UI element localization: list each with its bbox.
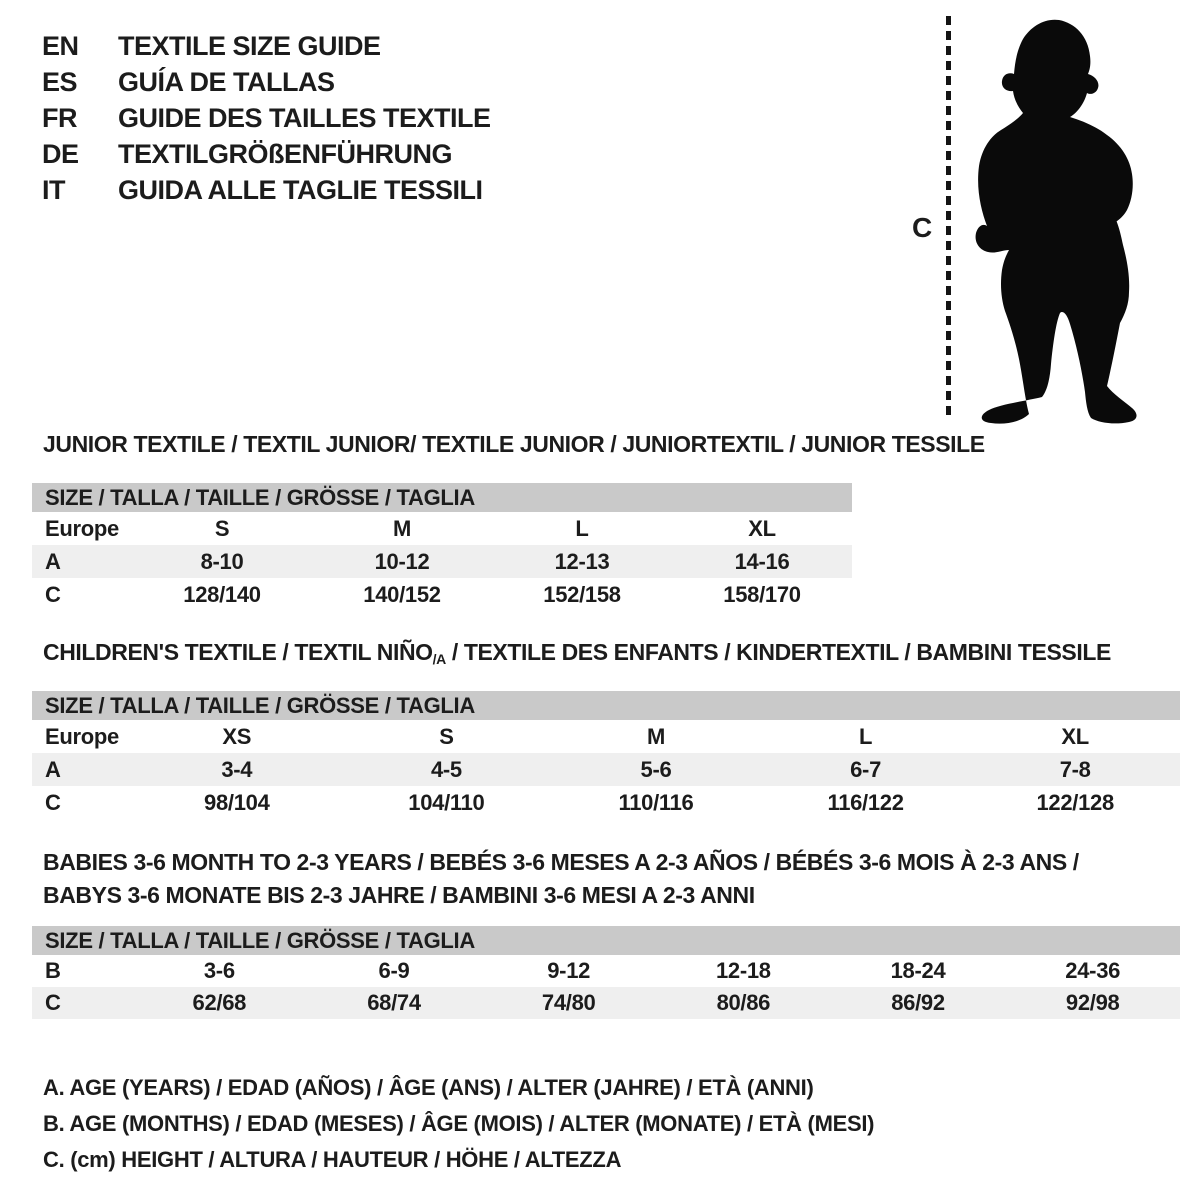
table-cell: S bbox=[439, 723, 454, 749]
table-cell: 18-24 bbox=[890, 958, 946, 983]
table-row-height bbox=[32, 786, 1180, 819]
footnote-c: C. (cm) HEIGHT / ALTURA / HAUTEUR / HÖHE / ALTEZZA bbox=[43, 1147, 622, 1172]
table-cell: 12-13 bbox=[554, 548, 610, 574]
table-cell: 6-7 bbox=[850, 756, 882, 782]
table-cell: 68/74 bbox=[367, 990, 421, 1015]
table-row-height bbox=[32, 578, 852, 611]
lang-code: IT bbox=[42, 174, 65, 205]
table-cell: 122/128 bbox=[1036, 789, 1114, 815]
babies-table-header-bar: SIZE / TALLA / TAILLE / GRÖSSE / TAGLIA bbox=[32, 926, 1180, 955]
table-cell: L bbox=[859, 723, 873, 749]
lang-code: ES bbox=[42, 66, 78, 97]
babies-section-title-line1: BABIES 3-6 MONTH TO 2-3 YEARS / BEBÉS 3-6 MESES A 2-3 AÑOS / BÉBÉS 3-6 MOIS À 2-3 ANS / bbox=[43, 849, 1079, 875]
lang-row-fr bbox=[42, 100, 491, 136]
table-cell: 3-6 bbox=[203, 958, 235, 983]
title-part: CHILDREN'S TEXTILE / TEXTIL NIÑO bbox=[43, 639, 433, 665]
table-row-age bbox=[32, 545, 852, 578]
row-label: C bbox=[45, 581, 61, 607]
lang-code: DE bbox=[42, 138, 79, 169]
table-cell: 24-36 bbox=[1065, 958, 1121, 983]
lang-row-es bbox=[42, 64, 491, 100]
height-measure-dashed-line bbox=[946, 16, 951, 420]
childrens-section-title bbox=[43, 639, 1111, 667]
table-cell: 80/86 bbox=[716, 990, 771, 1015]
footnote-b: B. AGE (MONTHS) / EDAD (MESES) / ÂGE (MOIS) / ALTER (MONATE) / ETÀ (MESI) bbox=[43, 1111, 875, 1136]
table-cell: 7-8 bbox=[1059, 756, 1091, 782]
table-cell: 14-16 bbox=[734, 548, 790, 574]
table-cell: XL bbox=[1061, 723, 1089, 749]
table-cell: S bbox=[214, 515, 230, 541]
row-label: Europe bbox=[45, 515, 119, 541]
row-label: A bbox=[45, 548, 61, 574]
lang-title: GUÍA DE TALLAS bbox=[118, 66, 335, 97]
lang-code: FR bbox=[42, 102, 77, 133]
row-label: C bbox=[45, 789, 61, 815]
table-cell: 5-6 bbox=[640, 756, 672, 782]
junior-section-title: JUNIOR TEXTILE / TEXTIL JUNIOR/ TEXTILE JUNIOR / JUNIORTEXTIL / JUNIOR TESSILE bbox=[43, 431, 985, 457]
row-label: Europe bbox=[45, 723, 119, 749]
table-cell: 152/158 bbox=[543, 581, 621, 607]
lang-row-en bbox=[42, 28, 491, 64]
table-cell: 128/140 bbox=[183, 581, 261, 607]
junior-size-table bbox=[32, 483, 852, 611]
lang-code: EN bbox=[42, 30, 79, 61]
babies-section-title-line2: BABYS 3-6 MONATE BIS 2-3 JAHRE / BAMBINI 3-6 MESI A 2-3 ANNI bbox=[43, 882, 755, 908]
table-cell: 110/116 bbox=[618, 789, 694, 815]
table-cell: 98/104 bbox=[204, 789, 270, 815]
babies-size-table bbox=[32, 926, 1180, 1019]
table-row-height bbox=[32, 987, 1180, 1019]
lang-title: TEXTILE SIZE GUIDE bbox=[118, 30, 381, 61]
table-cell: 74/80 bbox=[541, 990, 596, 1015]
childrens-table-header-bar: SIZE / TALLA / TAILLE / GRÖSSE / TAGLIA bbox=[32, 691, 1180, 720]
table-cell: M bbox=[392, 515, 412, 541]
row-label: C bbox=[45, 990, 61, 1015]
title-subscript: /A bbox=[432, 651, 446, 667]
lang-title: GUIDA ALLE TAGLIE TESSILI bbox=[118, 174, 483, 205]
table-cell: 86/92 bbox=[891, 990, 945, 1015]
table-cell: XS bbox=[222, 723, 252, 749]
lang-row-it bbox=[42, 172, 491, 208]
table-cell: 104/110 bbox=[408, 789, 485, 815]
lang-title: GUIDE DES TAILLES TEXTILE bbox=[118, 102, 491, 133]
table-row-europe bbox=[32, 720, 1180, 753]
language-header bbox=[42, 28, 491, 208]
table-cell: 6-9 bbox=[378, 958, 410, 983]
footnotes bbox=[43, 1070, 874, 1178]
height-measure-label: C bbox=[912, 212, 933, 243]
table-row-months bbox=[32, 955, 1180, 987]
childrens-size-table bbox=[32, 691, 1180, 819]
table-cell: 140/152 bbox=[363, 581, 441, 607]
table-cell: 8-10 bbox=[200, 548, 244, 574]
title-part: / TEXTILE DES ENFANTS / KINDERTEXTIL / BAMBINI TESSILE bbox=[445, 639, 1111, 665]
table-cell: XL bbox=[748, 515, 776, 541]
table-cell: 92/98 bbox=[1065, 990, 1120, 1015]
lang-row-de bbox=[42, 136, 491, 172]
footnote-a: A. AGE (YEARS) / EDAD (AÑOS) / ÂGE (ANS) / ALTER (JAHRE) / ETÀ (ANNI) bbox=[43, 1075, 814, 1100]
table-cell: 4-5 bbox=[430, 756, 462, 782]
table-cell: 62/68 bbox=[192, 990, 247, 1015]
table-cell: L bbox=[575, 515, 589, 541]
table-cell: 158/170 bbox=[723, 581, 801, 607]
table-row-age bbox=[32, 753, 1180, 786]
table-cell: M bbox=[646, 723, 665, 749]
junior-table-header-bar: SIZE / TALLA / TAILLE / GRÖSSE / TAGLIA bbox=[32, 483, 852, 512]
table-cell: 3-4 bbox=[221, 756, 253, 782]
table-cell: 9-12 bbox=[547, 958, 591, 983]
table-cell: 10-12 bbox=[374, 548, 430, 574]
table-cell: 12-18 bbox=[715, 958, 771, 983]
row-label: B bbox=[45, 958, 61, 983]
table-row-europe bbox=[32, 512, 852, 545]
table-cell: 116/122 bbox=[827, 789, 904, 815]
lang-title: TEXTILGRÖßENFÜHRUNG bbox=[118, 138, 452, 169]
toddler-silhouette bbox=[963, 14, 1143, 426]
row-label: A bbox=[45, 756, 61, 782]
